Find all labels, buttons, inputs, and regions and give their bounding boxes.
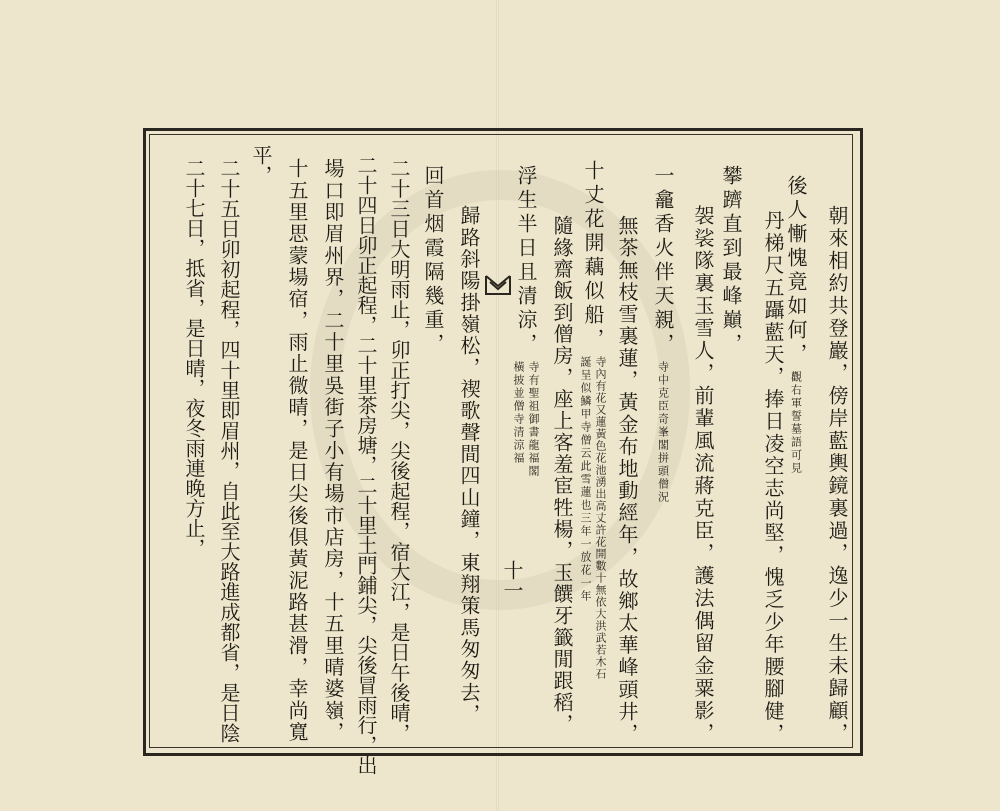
text-column-6-group	[653, 165, 673, 504]
annotation-10a: 寺有聖祖御書龍福閣	[527, 361, 540, 478]
fishtail-mark-icon	[484, 272, 512, 298]
text-column-2-group	[786, 175, 806, 475]
text-column-9: 隨緣齋飯到僧房，座上客羞宦牲楊，玉饌牙籤閒跟稻，	[550, 215, 574, 736]
text-column-4: 攀躋直到最峰巔，	[719, 165, 743, 357]
page-number: 十一	[500, 560, 524, 600]
text-column-3: 丹梯尺五躡藍天，捧日凌空志尚堅，愧乏少年腰腳健，	[761, 210, 785, 745]
text-column-7: 無茶無枝雪裏蓮，黃金布地動經年，故鄉太華峰頭井，	[615, 215, 639, 745]
annotation-8a: 寺內有花又蓮黃色花池湧出高丈許花開數十無依大洪武若木石	[594, 356, 607, 680]
page-frame-inner	[149, 134, 853, 748]
text-column-10: 浮生半日且清涼，	[514, 165, 538, 357]
text-column-5: 袈裟隊裏玉雪人，前輩風流蔣克臣，護法偶留金粟影，	[691, 205, 715, 745]
annotation-10b: 橫披並僧寺清涼福	[512, 361, 525, 465]
text-column-2: 後人慚愧竟如何，	[784, 175, 808, 367]
text-column-1: 朝來相約共登巖，傍岸藍輿鏡裏過，逸少一生未歸顧，	[825, 205, 849, 745]
text-column-17: 平，	[249, 145, 273, 185]
text-column-11: 歸路斜陽掛嶺松，禊歌聲間四山鐘，東翔策馬匆匆去，	[457, 205, 481, 726]
text-column-13: 二十三日大明雨止，卯正打尖，尖後起程，宿大江，是日午後晴，	[387, 158, 411, 743]
text-column-19: 二十七日，抵省，是日晴，夜冬雨連晚方止，	[182, 158, 206, 558]
text-column-18: 二十五日卯初起程，四十里即眉州，自此至大路進成都省，是日陰	[217, 158, 241, 743]
text-column-8-group	[580, 160, 606, 680]
annotation-6: 寺中克臣奇峯閣拼頭僧況	[656, 361, 670, 504]
text-column-16: 十五里思蒙場宿，雨止微晴，是日尖後俱黃泥路甚滑，幸尚寬	[285, 158, 309, 744]
text-column-8: 十丈花開藕似船，	[581, 160, 605, 352]
text-column-15: 場口即眉州界，二十里吳街子小有場市店房，十五里晴婆嶺，	[321, 158, 345, 744]
annotation-2: 觀右軍誓墓語可見	[789, 371, 803, 475]
annotation-8b: 誕呈似鱗甲寺僧云此雪蓮也三年一放花一年	[579, 356, 592, 603]
text-column-6: 一龕香火伴天親，	[651, 165, 675, 357]
text-column-14: 二十四日卯正起程，二十里茶房塘，二十里土門鋪尖，尖後冒雨行，出	[354, 155, 378, 775]
text-column-12: 回首烟霞隔幾重，	[421, 165, 445, 357]
text-column-10-group	[513, 165, 539, 478]
